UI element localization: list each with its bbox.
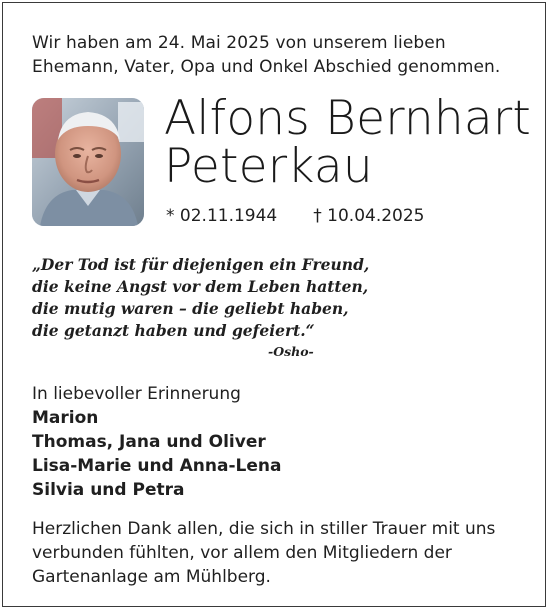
memorial-quote xyxy=(32,254,369,342)
thanks-text xyxy=(32,517,495,589)
thanks-line: verbunden fühlten, vor allem den Mitgliedern der xyxy=(32,543,452,563)
portrait-photo xyxy=(32,98,144,226)
mourner-name: Thomas, Jana und Oliver xyxy=(32,432,266,452)
mourner-name: Silvia und Petra xyxy=(32,480,185,500)
intro-line: Wir haben am 24. Mai 2025 von unserem lieben xyxy=(32,33,446,53)
quote-line: die mutig waren – die geliebt haben, xyxy=(32,299,349,318)
quote-line: „Der Tod ist für diejenigen ein Freund, xyxy=(32,255,370,274)
quote-line: die keine Angst vor dem Leben hatten, xyxy=(32,277,369,296)
mourner-name: Lisa-Marie und Anna-Lena xyxy=(32,456,282,476)
mourner-name: Marion xyxy=(32,408,99,428)
birth-date: * 02.11.1944 xyxy=(166,206,278,226)
mourners-block xyxy=(32,382,281,502)
intro-line: Ehemann, Vater, Opa und Onkel Abschied genommen. xyxy=(32,57,501,77)
life-dates xyxy=(166,206,425,226)
thanks-line: Gartenanlage am Mühlberg. xyxy=(32,567,271,587)
quote-author: -Osho- xyxy=(268,344,314,359)
intro-text xyxy=(32,31,532,79)
death-date: † 10.04.2025 xyxy=(313,206,425,226)
name-line-last: Peterkau xyxy=(164,139,373,194)
mourners-lead: In liebevoller Erinnerung xyxy=(32,384,241,404)
deceased-name xyxy=(164,91,532,194)
thanks-line: Herzlichen Dank allen, die sich in stiller Trauer mit uns xyxy=(32,519,496,539)
name-line-first: Alfons Bernhart xyxy=(164,91,532,146)
quote-line: die getanzt haben und gefeiert.“ xyxy=(32,321,315,340)
